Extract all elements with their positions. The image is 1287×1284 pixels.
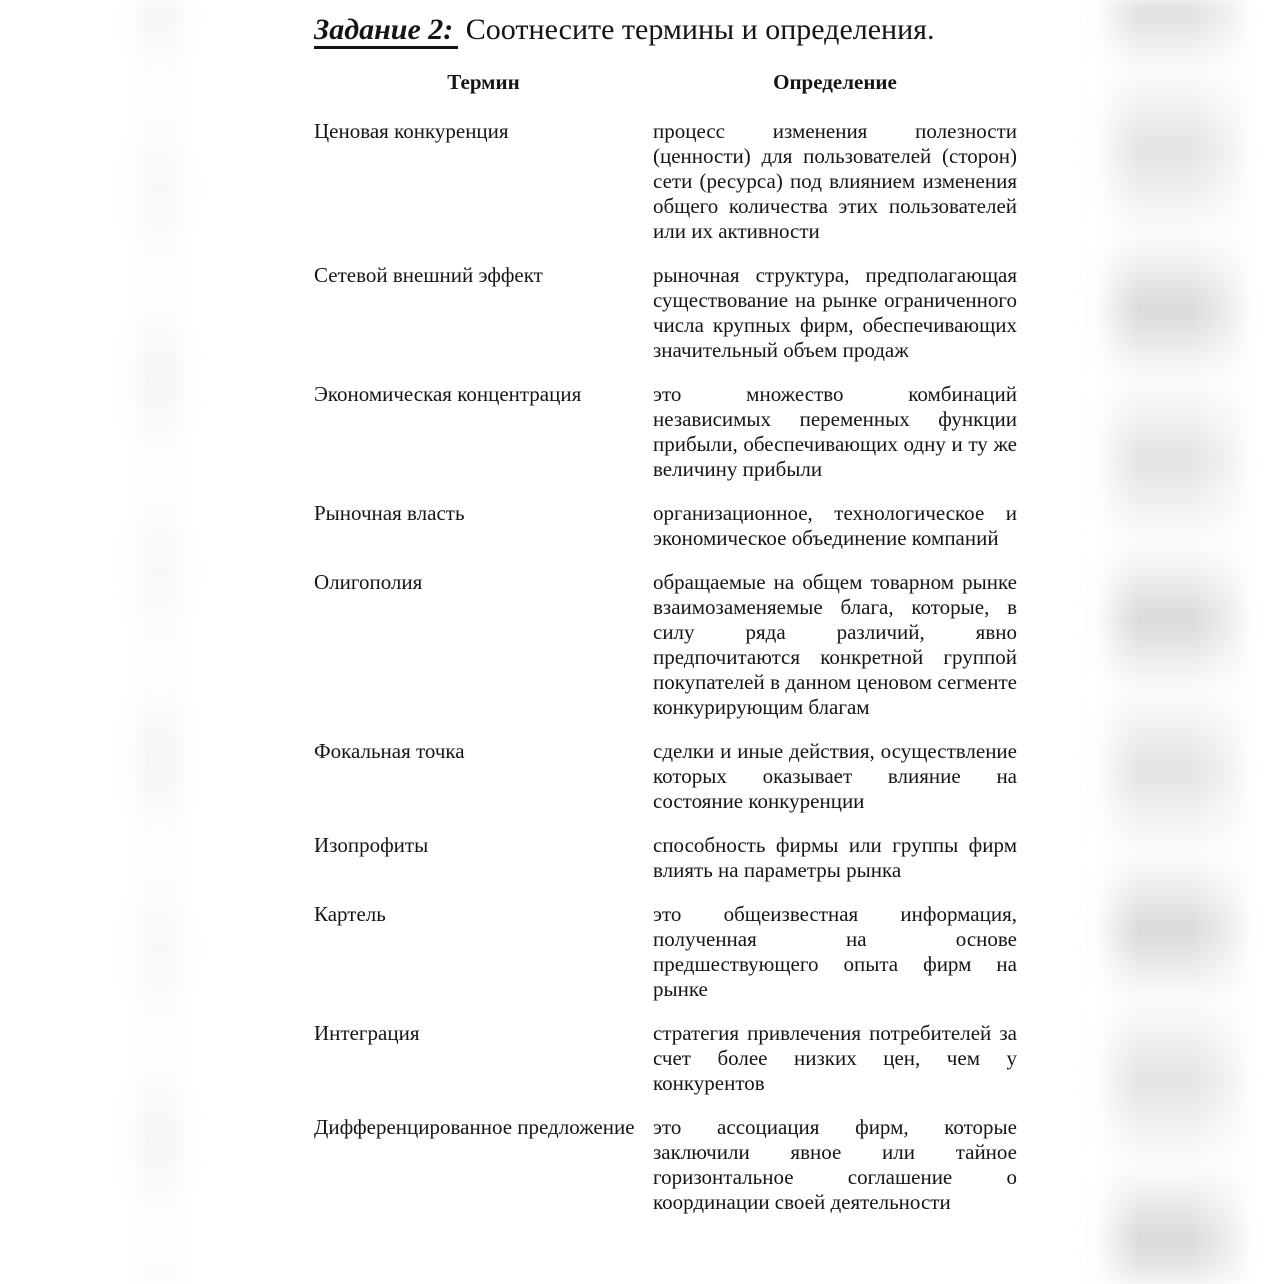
definition-cell: это ассоциация фирм, которые заключили явное или тайное горизонтальное соглашение о координации своей деятельности (653, 1115, 1017, 1214)
definition-cell: стратегия привлечения потребителей за счет более низких цен, чем у конкурентов (653, 1021, 1017, 1095)
term-cell: Олигополия (314, 570, 423, 594)
definition-cell: это множество комбинаций независимых переменных функции прибыли, обеспечивающих одну и ту же величину прибыли (653, 382, 1017, 481)
table-row (314, 1021, 1017, 1096)
definition-cell: сделки и иные действия, осуществление которых оказывает влияние на состояние конкуренции (653, 739, 1017, 813)
table-body (314, 119, 1017, 1215)
table-row (314, 119, 1017, 244)
table-row (314, 1115, 1017, 1215)
term-cell: Интеграция (314, 1021, 420, 1045)
definition-cell: процесс изменения полезности (ценности) для пользователей (сторон) сети (ресурса) под влиянием изменения общего количества этих пользователей или их активности (653, 119, 1017, 243)
table-row (314, 833, 1017, 883)
term-cell: Ценовая конкуренция (314, 119, 509, 143)
task-number-label: Задание 2: (314, 13, 458, 49)
table-row (314, 739, 1017, 814)
definition-cell: способность фирмы или группы фирм влиять на параметры рынка (653, 833, 1017, 882)
definition-cell: обращаемые на общем товарном рынке взаимозаменяемые блага, которые, в силу ряда различий, явно предпочитаются конкретной группой покупателей в данном ценовом сегменте конкурирующим благам (653, 570, 1017, 719)
term-cell: Картель (314, 902, 386, 926)
table-row (314, 501, 1017, 551)
table-row (314, 570, 1017, 720)
definition-cell: рыночная структура, предполагающая существование на рынке ограниченного числа крупных фирм, обеспечивающих значительный объем продаж (653, 263, 1017, 362)
term-cell: Экономическая концентрация (314, 382, 582, 406)
column-header-term: Термин (447, 70, 520, 94)
table-row (314, 263, 1017, 363)
term-cell: Дифференцированное предложение (314, 1115, 635, 1139)
page-title (314, 12, 1017, 48)
definition-cell: это общеизвестная информация, полученная на основе предшествующего опыта фирм на рынке (653, 902, 1017, 1001)
definition-cell: организационное, технологическое и экономическое объединение компаний (653, 501, 1017, 550)
table-header-row (314, 70, 1017, 95)
task-instruction: Соотнесите термины и определения. (458, 13, 935, 46)
term-cell: Изопрофиты (314, 833, 429, 857)
table-row (314, 902, 1017, 1002)
worksheet-page (314, 12, 1017, 1234)
term-cell: Рыночная власть (314, 501, 465, 525)
term-cell: Фокальная точка (314, 739, 465, 763)
table-row (314, 382, 1017, 482)
term-cell: Сетевой внешний эффект (314, 263, 543, 287)
left-edge-blur-fade (118, 0, 204, 1284)
right-edge-blur-fade (1088, 0, 1287, 1284)
column-header-definition: Определение (773, 70, 897, 94)
